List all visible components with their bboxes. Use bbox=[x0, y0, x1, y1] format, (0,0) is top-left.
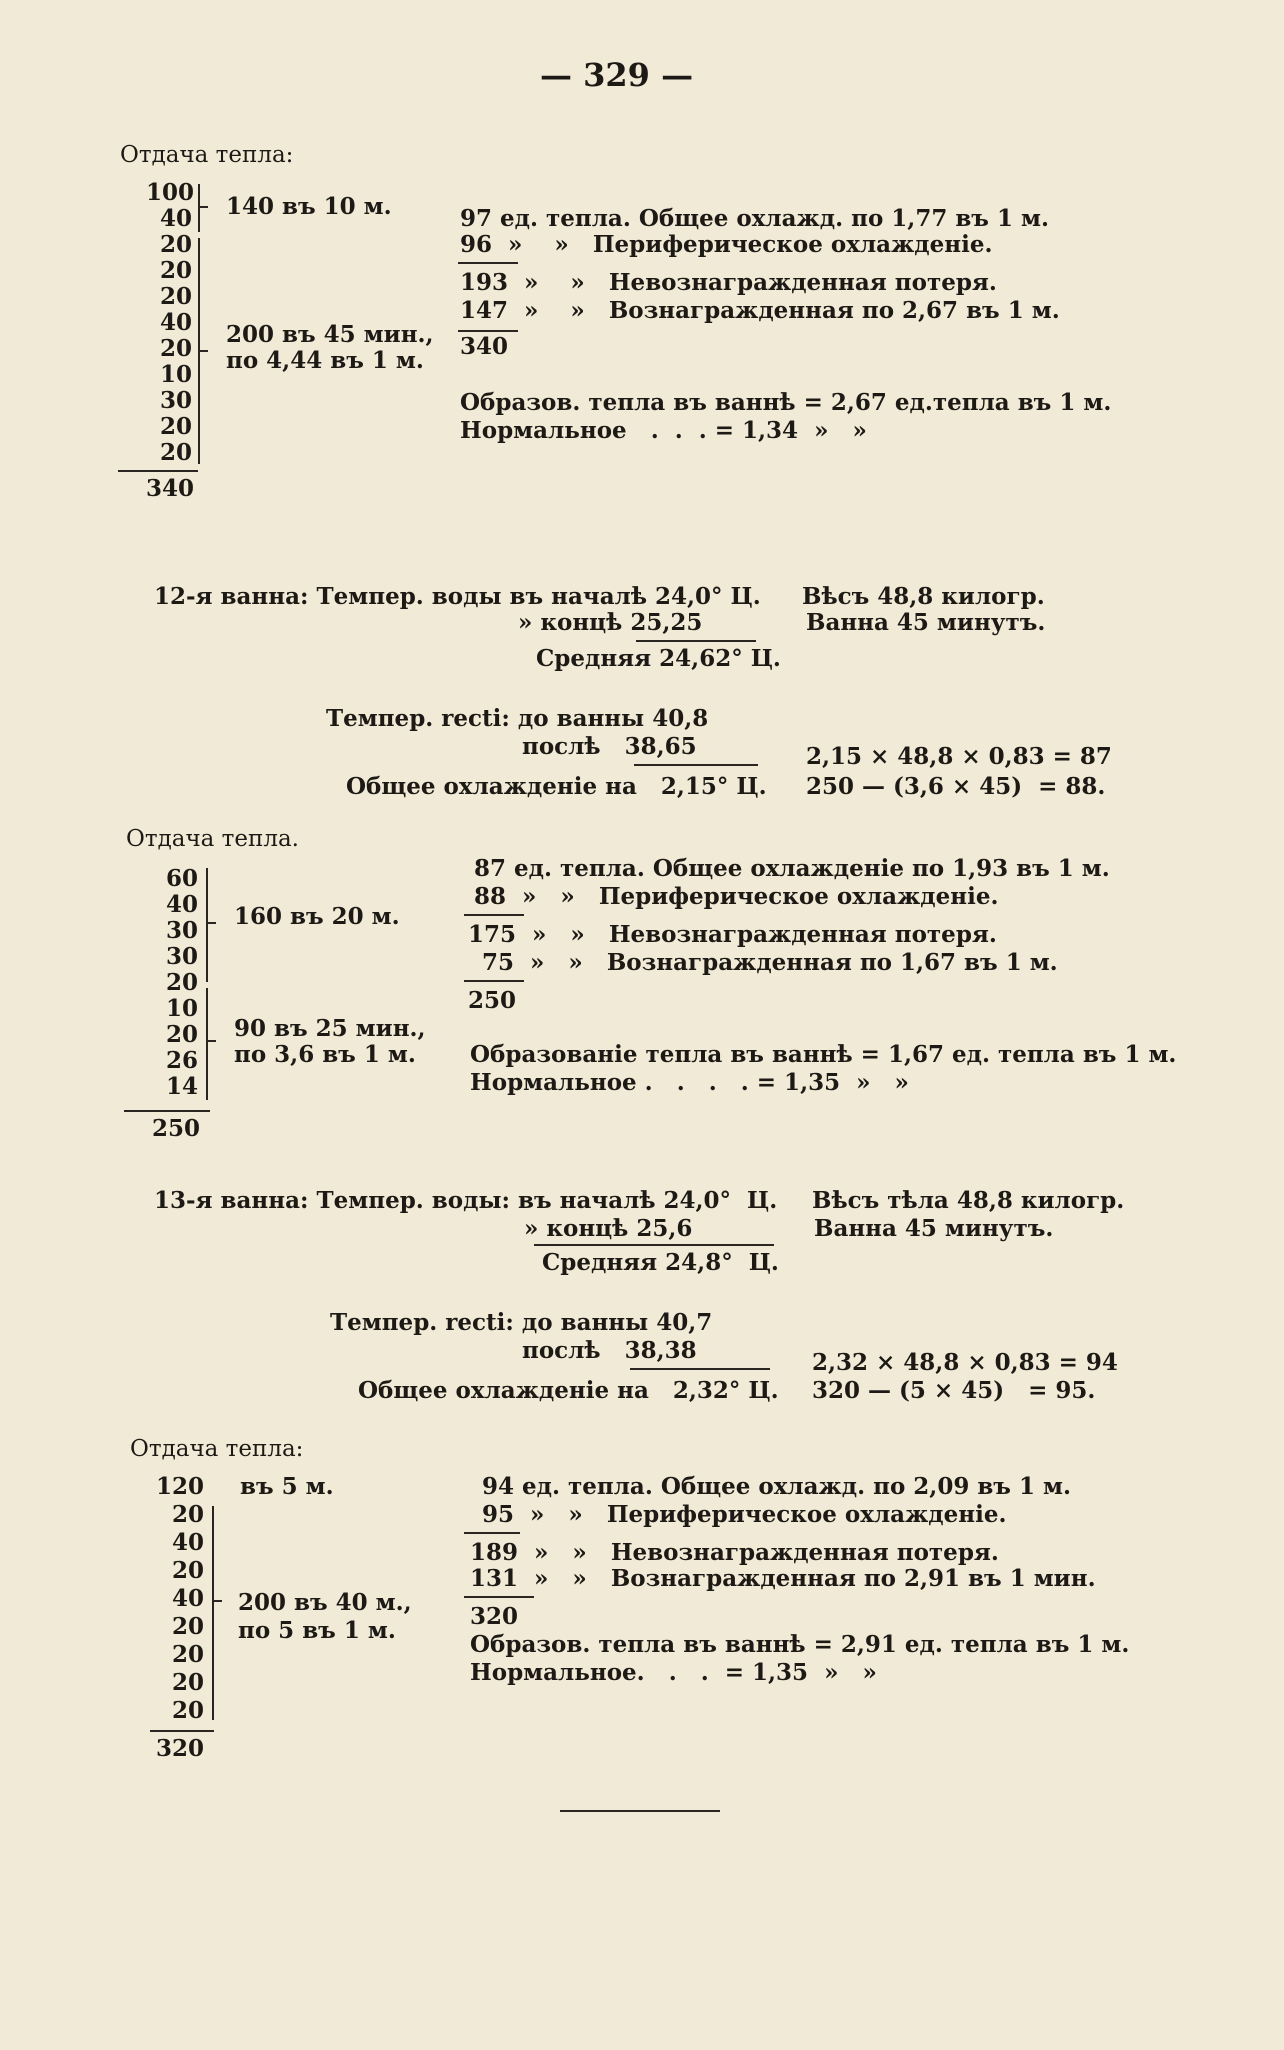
row-uncompensated: 193 » » Невознагражденная потеря. bbox=[460, 269, 997, 296]
left-number: 20 bbox=[171, 1501, 204, 1528]
row-normal: Нормальное . . . = 1,34 » » bbox=[460, 417, 867, 444]
left-number: 20 bbox=[159, 439, 192, 466]
heat-output-title-1: Отдача тепла: bbox=[120, 142, 294, 168]
rule bbox=[464, 914, 524, 916]
brace-label-2a: 200 въ 40 м., bbox=[238, 1589, 412, 1616]
bath13-recti-after: послѣ 38,38 bbox=[522, 1337, 697, 1364]
brace-tick bbox=[200, 350, 208, 352]
left-number: 100 bbox=[146, 179, 195, 206]
row-total-cooling: 87 ед. тепла. Общее охлажденіе по 1,93 въ 1 м. bbox=[474, 855, 1110, 882]
brace-1a bbox=[198, 184, 200, 232]
left-number: 26 bbox=[165, 1047, 198, 1074]
bath12-line1: 12-я ванна: Темпер. воды въ началѣ 24,0° Ц. bbox=[154, 583, 761, 610]
bath12-calc-2: 250 — (3,6 × 45) = 88. bbox=[806, 773, 1106, 800]
brace-tick bbox=[208, 1040, 216, 1042]
page-number: — 329 — bbox=[540, 56, 694, 94]
left-number: 40 bbox=[159, 205, 192, 232]
row-sum: 250 bbox=[468, 987, 517, 1014]
rule bbox=[464, 1532, 520, 1534]
left-number: 30 bbox=[159, 387, 192, 414]
left-number: 40 bbox=[171, 1585, 204, 1612]
row-peripheral: 95 » » Периферическое охлажденіе. bbox=[482, 1501, 1007, 1528]
left-number: 40 bbox=[165, 891, 198, 918]
rule bbox=[464, 980, 524, 982]
left-number: 20 bbox=[159, 231, 192, 258]
left-number: 20 bbox=[171, 1669, 204, 1696]
rule bbox=[464, 1596, 534, 1598]
brace-tick bbox=[200, 206, 208, 208]
heat-output-title-2: Отдача тепла. bbox=[126, 826, 299, 852]
row-total-cooling: 97 ед. тепла. Общее охлажд. по 1,77 въ 1 м. bbox=[460, 205, 1049, 232]
brace-2b bbox=[206, 988, 208, 1100]
left-total-2: 250 bbox=[152, 1115, 201, 1142]
row-compensated: 147 » » Вознагражденная по 2,67 въ 1 м. bbox=[460, 297, 1060, 324]
left-number: 20 bbox=[171, 1697, 204, 1724]
left-number: 20 bbox=[171, 1641, 204, 1668]
left-number: 40 bbox=[171, 1529, 204, 1556]
bath13-line2: » концѣ 25,6 bbox=[524, 1215, 693, 1242]
rule bbox=[634, 764, 758, 766]
row-normal: Нормальное . . . . = 1,35 » » bbox=[470, 1069, 909, 1096]
left-number: 10 bbox=[159, 361, 192, 388]
left-number: 20 bbox=[165, 969, 198, 996]
bath13-calc-2: 320 — (5 × 45) = 95. bbox=[812, 1377, 1096, 1404]
row-peripheral: 96 » » Периферическое охлажденіе. bbox=[460, 231, 993, 258]
brace-tick bbox=[208, 922, 216, 924]
left-number: 30 bbox=[165, 943, 198, 970]
rule bbox=[458, 330, 518, 332]
row-compensated: 131 » » Вознагражденная по 2,91 въ 1 мин. bbox=[470, 1565, 1096, 1592]
brace-label-2b: по 4,44 въ 1 м. bbox=[226, 347, 424, 374]
bath12-weight: Вѣсъ 48,8 килогр. bbox=[802, 583, 1045, 610]
row-sum: 320 bbox=[470, 1603, 519, 1630]
row-total-cooling: 94 ед. тепла. Общее охлажд. по 2,09 въ 1 м. bbox=[482, 1473, 1071, 1500]
sum-rule bbox=[124, 1110, 210, 1112]
bath12-calc-1: 2,15 × 48,8 × 0,83 = 87 bbox=[806, 743, 1112, 770]
left-number: 20 bbox=[171, 1557, 204, 1584]
bath13-recti-before: Темпер. recti: до ванны 40,7 bbox=[330, 1309, 713, 1336]
row-heat-production: Образованіе тепла въ ваннѣ = 1,67 ед. тепла въ 1 м. bbox=[470, 1041, 1177, 1068]
row-heat-production: Образов. тепла въ ваннѣ = 2,91 ед. тепла въ 1 м. bbox=[470, 1631, 1130, 1658]
left-total-1: 340 bbox=[146, 475, 195, 502]
bath13-duration: Ванна 45 минутъ. bbox=[814, 1215, 1054, 1242]
bath12-line2: » концѣ 25,25 bbox=[518, 609, 703, 636]
rule bbox=[534, 1244, 774, 1246]
left-number: 20 bbox=[171, 1613, 204, 1640]
left-number: 40 bbox=[159, 309, 192, 336]
row-peripheral: 88 » » Периферическое охлажденіе. bbox=[474, 883, 999, 910]
brace-label-1: 160 въ 20 м. bbox=[234, 903, 400, 930]
brace-label-2a: 90 въ 25 мин., bbox=[234, 1015, 426, 1042]
row-compensated: 75 » » Вознагражденная по 1,67 въ 1 м. bbox=[482, 949, 1058, 976]
end-rule bbox=[560, 1810, 720, 1812]
left-number: 30 bbox=[165, 917, 198, 944]
brace-label-2b: по 5 въ 1 м. bbox=[238, 1617, 396, 1644]
rule bbox=[636, 640, 756, 642]
bath13-calc-1: 2,32 × 48,8 × 0,83 = 94 bbox=[812, 1349, 1118, 1376]
brace-tick bbox=[214, 1600, 222, 1602]
row-heat-production: Образов. тепла въ ваннѣ = 2,67 ед.тепла въ 1 м. bbox=[460, 389, 1112, 416]
brace-label-2b: по 3,6 въ 1 м. bbox=[234, 1041, 416, 1068]
sum-rule bbox=[118, 470, 198, 472]
left-number: 60 bbox=[165, 865, 198, 892]
bath13-total-cooling: Общее охлажденіе на 2,32° Ц. bbox=[358, 1377, 779, 1404]
sum-rule bbox=[150, 1730, 214, 1732]
left-number: 20 bbox=[159, 413, 192, 440]
rule bbox=[458, 262, 518, 264]
bath12-recti-after: послѣ 38,65 bbox=[522, 733, 697, 760]
rule bbox=[630, 1368, 770, 1370]
bath12-duration: Ванна 45 минутъ. bbox=[806, 609, 1046, 636]
bath13-average: Средняя 24,8° Ц. bbox=[542, 1249, 779, 1276]
left-number: 20 bbox=[159, 335, 192, 362]
left-number: 10 bbox=[165, 995, 198, 1022]
brace-label-1: 140 въ 10 м. bbox=[226, 193, 392, 220]
brace-3 bbox=[212, 1506, 214, 1720]
left-number: 14 bbox=[165, 1073, 198, 1100]
bath12-average: Средняя 24,62° Ц. bbox=[536, 645, 781, 672]
row-uncompensated: 189 » » Невознагражденная потеря. bbox=[470, 1539, 999, 1566]
bath12-total-cooling: Общее охлажденіе на 2,15° Ц. bbox=[346, 773, 767, 800]
bath13-line1: 13-я ванна: Темпер. воды: въ началѣ 24,0° Ц. bbox=[154, 1187, 778, 1214]
left-number-first: 120 bbox=[155, 1473, 204, 1500]
row-sum: 340 bbox=[460, 333, 509, 360]
brace-label-2a: 200 въ 45 мин., bbox=[226, 321, 434, 348]
left-number: 20 bbox=[159, 257, 192, 284]
first-label: въ 5 м. bbox=[240, 1473, 334, 1500]
row-uncompensated: 175 » » Невознагражденная потеря. bbox=[468, 921, 997, 948]
bath13-weight: Вѣсъ тѣла 48,8 килогр. bbox=[812, 1187, 1125, 1214]
left-number: 20 bbox=[159, 283, 192, 310]
heat-output-title-3: Отдача тепла: bbox=[130, 1436, 304, 1462]
row-normal: Нормальное. . . = 1,35 » » bbox=[470, 1659, 877, 1686]
brace-2a bbox=[206, 868, 208, 982]
bath12-recti-before: Темпер. recti: до ванны 40,8 bbox=[326, 705, 709, 732]
left-total-3: 320 bbox=[155, 1735, 204, 1762]
left-number: 20 bbox=[165, 1021, 198, 1048]
